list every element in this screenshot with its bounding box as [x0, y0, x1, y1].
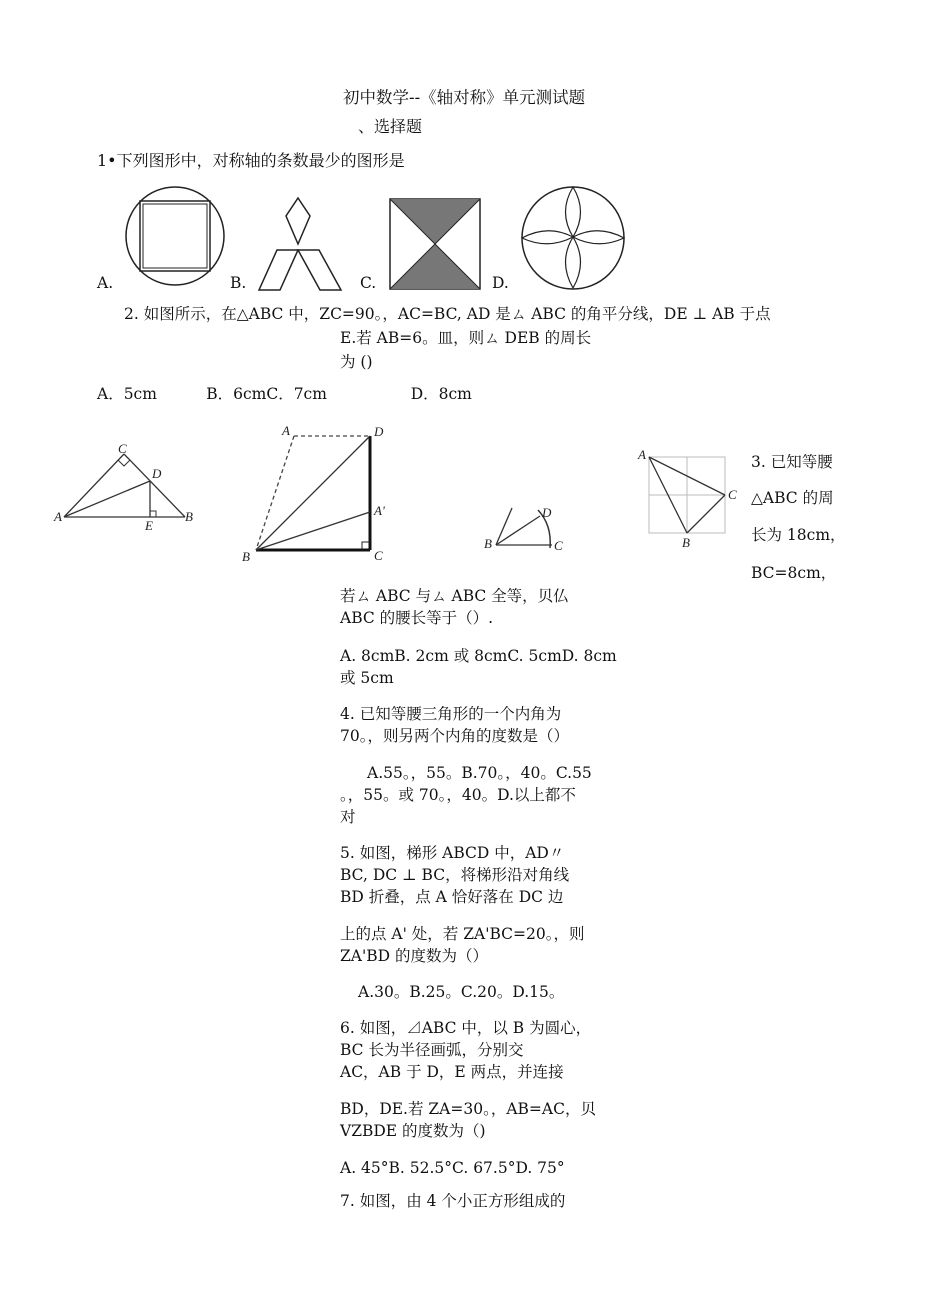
q4-options-3: 对 — [340, 808, 356, 826]
q4-options-2: 。，55。或 70。，40。D.以上都不 — [340, 786, 576, 804]
q5-line-1: 5. 如图，梯形 ABCD 中，AD〃 — [340, 844, 565, 862]
q2-options: A．5cm B．6cmC．7cm D．8cm — [97, 385, 472, 403]
grid-label-a: A — [638, 447, 646, 462]
tri-label-e: E — [145, 518, 153, 533]
q1-figure-b — [255, 196, 350, 291]
q4-options-1: A.55。，55。B.70。，40。C.55 — [367, 764, 592, 782]
arc-label-c: C — [554, 538, 563, 553]
trap-label-d: D — [374, 424, 384, 439]
q2-line-2: E.若 AB=6。皿，则ㄙ DEB 的周长 — [340, 329, 592, 347]
q4-line-1: 4. 已知等腰三角形的一个内角为 — [340, 705, 562, 723]
q3-grid-figure — [635, 445, 745, 555]
trap-label-a-prime: A' — [374, 503, 385, 518]
q4-line-2: 70。，则另两个内角的度数是（） — [340, 727, 569, 745]
q2-line-3: 为 () — [340, 353, 373, 371]
q3-side-line-4: BC=8cm， — [751, 564, 837, 582]
q5-line-4: 上的点 A' 处，若 ZA'BC=20。，则 — [340, 925, 585, 943]
q1-option-d: D. — [492, 274, 509, 292]
q6-line-5: VZBDE 的度数为（) — [340, 1122, 486, 1140]
tri-label-b: B — [185, 509, 193, 524]
q3-options-2: 或 5cm — [340, 669, 394, 687]
tri-label-a: A — [54, 509, 62, 524]
trap-label-a: A — [282, 423, 290, 438]
section-heading: 、选择题 — [358, 117, 423, 136]
q5-trapezoid-figure — [238, 420, 398, 570]
q6-line-1: 6. 如图，⊿ABC 中，以 B 为圆心， — [340, 1019, 592, 1037]
q1-option-b: B. — [230, 274, 247, 292]
q2-triangle-figure — [52, 440, 202, 532]
q5-line-2: BC, DC ⊥ BC，将梯形沿对角线 — [340, 866, 570, 884]
q6-line-4: BD，DE.若 ZA=30。，AB=AC，贝 — [340, 1100, 596, 1118]
arc-label-d: D — [542, 505, 552, 520]
page-title: 初中数学--《轴对称》单元测试题 — [343, 88, 586, 107]
q6-options: A. 45°B. 52.5°C. 67.5°D. 75° — [340, 1159, 565, 1177]
q3-side-line-2: △ABC 的周 — [751, 489, 834, 507]
tri-label-d: D — [152, 466, 162, 481]
q3-options-1: A. 8cmB. 2cm 或 8cmC. 5cmD. 8cm — [340, 647, 617, 665]
grid-label-b: B — [682, 535, 690, 550]
q1-figure-a — [120, 188, 232, 288]
q5-line-3: BD 折叠，点 A 恰好落在 DC 边 — [340, 888, 564, 906]
q6-line-2: BC 长为半径画弧，分别交 — [340, 1041, 524, 1059]
trap-label-c: C — [374, 548, 383, 563]
q2-line-1: 2. 如图所示，在△ABC 中，ZC=90。，AC=BC, AD 是ㄙ ABC 的角平分线，DE ⊥ AB 于点 — [124, 305, 771, 323]
tri-label-c: C — [118, 441, 127, 456]
arc-label-b: B — [484, 536, 492, 551]
grid-label-c: C — [728, 487, 737, 502]
q3-side-line-3: 长为 18cm， — [751, 526, 846, 544]
q1-figure-d — [520, 186, 628, 290]
q7-line-1: 7. 如图，由 4 个小正方形组成的 — [340, 1192, 566, 1210]
q1-option-c: C. — [360, 274, 377, 292]
q1-option-a: A. — [97, 274, 114, 292]
q3-side-line-1: 3. 已知等腰 — [751, 453, 833, 471]
q5-line-5: ZA'BD 的度数为（） — [340, 947, 488, 965]
q6-arc-figure — [480, 500, 570, 560]
q3-line-1: 若ㄙ ABC 与ㄙ ABC 全等，贝仏 — [340, 587, 569, 605]
trap-label-b: B — [242, 549, 250, 564]
q6-line-3: AC，AB 于 D，E 两点，并连接 — [340, 1063, 564, 1081]
q3-line-2: ABC 的腰长等于（）. — [340, 609, 494, 627]
q1-stem: 1•下列图形中，对称轴的条数最少的图形是 — [97, 151, 405, 170]
q1-figure-c — [388, 197, 484, 292]
q5-options: A.30。B.25。C.20。D.15。 — [358, 983, 565, 1001]
